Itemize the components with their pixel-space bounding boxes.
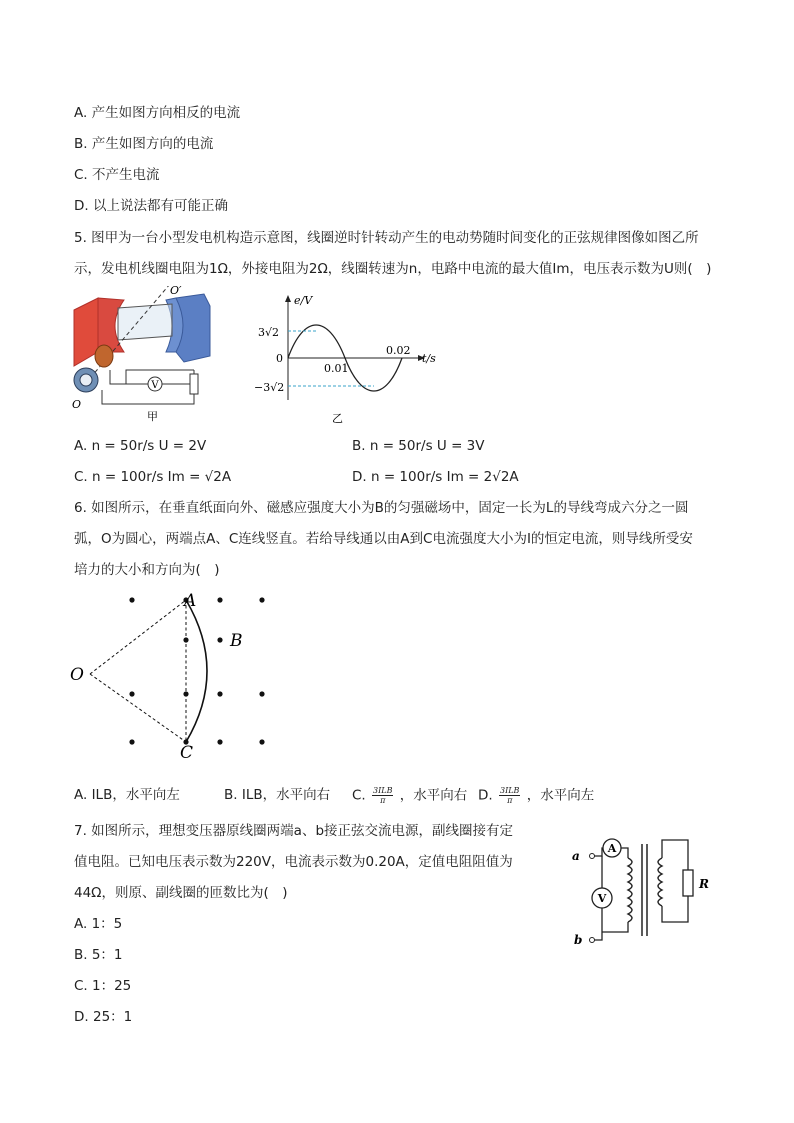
label-point-c: C — [180, 743, 194, 762]
q7-stem-line2: 值电阻。已知电压表示数为220V，电流表示数为0.20A，定值电阻阻值为 — [74, 854, 513, 870]
radius-oc — [90, 674, 186, 742]
q5-generator-figure — [66, 286, 216, 424]
wire-coil-bottom — [602, 922, 628, 932]
q6-option-a: A. ILB，水平向左 — [74, 787, 180, 803]
label-a: a — [572, 849, 580, 863]
fraction-denominator: π — [507, 796, 513, 805]
label-o-prime: O′ — [170, 286, 182, 297]
q5-option-b: B. n = 50r/s U = 3V — [352, 438, 485, 454]
q6-stem-line2: 弧，O为圆心，两端点A、C连线竖直。若给导线通以由A到C电流强度大小为I的恒定电流，则导线所受安 — [74, 531, 693, 547]
q7-option-d: D. 25：1 — [74, 1009, 133, 1025]
fraction-numerator: 3ILB — [373, 786, 393, 795]
slip-ring — [95, 345, 113, 367]
q7-transformer-figure — [562, 818, 724, 948]
y-max-label: 3√2 — [258, 326, 280, 339]
q6-option-c-fraction — [372, 786, 393, 805]
label-o: O — [72, 398, 82, 411]
slip-ring-hub — [80, 374, 92, 386]
q5-option-a: A. n = 50r/s U = 2V — [74, 438, 207, 454]
tick-label-t2: 0.02 — [386, 344, 411, 357]
terminal-a — [590, 854, 595, 859]
circuit-wire-bottom — [102, 390, 194, 404]
origin-label: 0 — [276, 352, 283, 365]
x-axis-label: t/s — [422, 352, 436, 365]
wire-secondary-top — [662, 840, 688, 870]
wire-secondary-bottom — [662, 896, 688, 922]
q6-option-c — [352, 786, 467, 805]
q4-option-d: D. 以上说法都有可能正确 — [74, 198, 228, 214]
q6-arc-figure — [66, 590, 276, 762]
label-point-a: A — [184, 591, 197, 611]
q6-stem-line3: 培力的大小和方向为( ) — [74, 562, 220, 578]
ammeter-label: A — [607, 842, 617, 855]
y-axis-arrow — [285, 295, 291, 302]
wire-a — [594, 848, 603, 856]
q6-option-d-fraction — [499, 786, 520, 805]
q7-option-b: B. 5：1 — [74, 947, 123, 963]
circuit-wire-top — [110, 370, 148, 384]
q5-stem-line1: 5. 图甲为一台小型发电机构造示意图，线圈逆时针转动产生的电动势随时间变化的正弦规律图像如图乙所 — [74, 230, 699, 246]
wire-voltmeter-bottom — [594, 908, 602, 940]
q6-option-c-text: ，水平向右 — [399, 787, 468, 804]
q4-option-b: B. 产生如图方向的电流 — [74, 136, 214, 152]
coil-frame — [118, 304, 172, 340]
resistor-icon — [683, 870, 693, 896]
q4-option-c: C. 不产生电流 — [74, 167, 160, 183]
q7-option-a: A. 1：5 — [74, 916, 123, 932]
q5-sine-graph — [252, 292, 448, 428]
y-axis-label: e/V — [294, 294, 313, 307]
figure-caption-jia: 甲 — [147, 410, 158, 423]
q4-option-a: A. 产生如图方向相反的电流 — [74, 105, 241, 121]
fraction-denominator: π — [380, 796, 386, 805]
q7-stem-line1: 7. 如图所示，理想变压器原线圈两端a、b接正弦交流电源，副线圈接有定 — [74, 823, 514, 839]
q5-stem-line2: 示，发电机线圈电阻为1Ω，外接电阻为2Ω，线圈转速为n，电路中电流的最大值Im，电压表示数为U则( ) — [74, 261, 712, 277]
resistor-icon — [190, 374, 198, 394]
label-b: b — [574, 933, 583, 947]
magnetic-field-dots — [129, 597, 264, 744]
tick-label-t1: 0.01 — [324, 362, 349, 375]
q5-option-c: C. n = 100r/s Im = √2A — [74, 469, 232, 485]
radius-oa — [90, 600, 186, 674]
current-arc — [186, 600, 207, 742]
resistor-label: R — [699, 877, 709, 891]
q6-option-d-letter: D. — [478, 787, 493, 804]
q7-stem-line3: 44Ω，则原、副线圈的匝数比为( ) — [74, 885, 288, 901]
q5-option-d: D. n = 100r/s Im = 2√2A — [352, 469, 519, 485]
q6-option-b: B. ILB，水平向右 — [224, 787, 331, 803]
terminal-b — [590, 938, 595, 943]
primary-coil — [628, 858, 632, 922]
fraction-numerator: 3ILB — [499, 786, 520, 795]
q6-option-d — [478, 786, 594, 805]
voltmeter-label: V — [151, 380, 159, 391]
q6-stem-line1: 6. 如图所示，在垂直纸面向外、磁感应强度大小为B的匀强磁场中，固定一长为L的导线弯成六分之一圆 — [74, 500, 689, 516]
y-min-label: −3√2 — [254, 381, 285, 394]
wire-ammeter-coil — [621, 848, 628, 858]
red-magnet-block — [74, 298, 98, 366]
figure-caption-yi: 乙 — [332, 412, 343, 425]
voltmeter-label: V — [597, 892, 607, 905]
q7-option-c: C. 1：25 — [74, 978, 132, 994]
label-center-o: O — [70, 665, 84, 685]
q6-option-d-text: ，水平向左 — [526, 787, 595, 804]
label-field-b: B — [230, 631, 243, 651]
secondary-coil — [658, 858, 662, 906]
q6-option-c-letter: C. — [352, 787, 366, 804]
